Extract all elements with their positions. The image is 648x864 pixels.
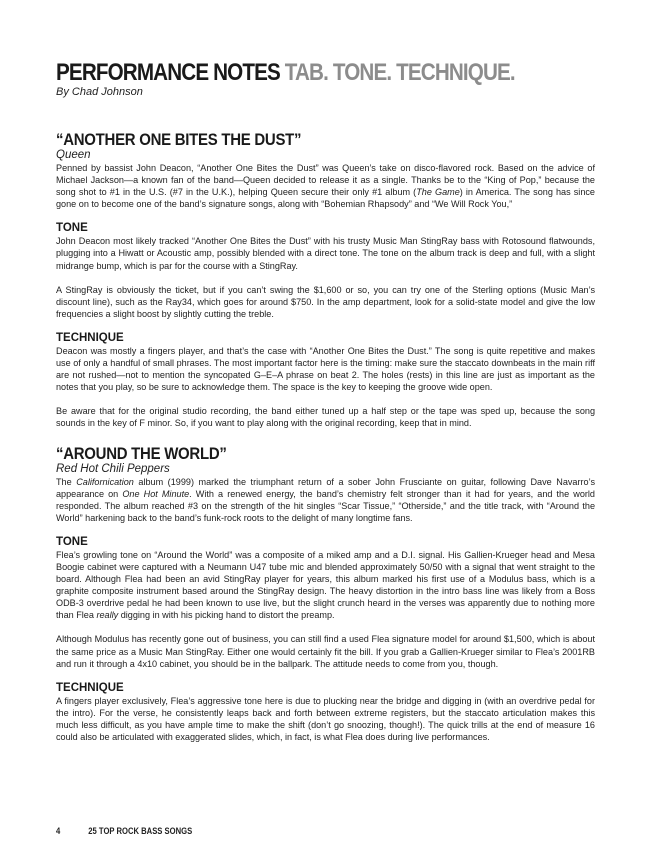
text-run: The: [56, 476, 77, 487]
technique-paragraph: A fingers player exclusively, Flea’s aggressive tone here is due to plucking near the bridge and digging in (with an overdrive pedal for the intro). For the verse, he consistently leaps back and forth between extreme registers, but the staccato articulation makes this much less difficult, as you have ample time to make the shift (don’t go snoozing, though!). The quick trills at the end of measure 16 could also be articulated with exaggerated slides, which, in fact, is what Flea does during live performances.: [56, 695, 595, 742]
tone-paragraph: [56, 549, 595, 622]
text-run: ) in America. The song has since gone on to become one of the band’s signature songs, along with “Bohemian Rhapsody” and “We Will Rock You,”: [56, 187, 595, 210]
technique-heading: TECHNIQUE: [56, 331, 124, 344]
tone-heading: TONE: [56, 535, 88, 548]
text-run: . With a renewed energy, the band’s chemistry felt stronger than it had for years, and the world responded. The album reached #3 on the strength of the hit singles “Scar Tissue,” “Otherside,” and the title track, with “Around the World” harkening back to the band’s funk-rock roots to the delight of many longtime fans.: [56, 488, 595, 523]
book-title: 25 TOP ROCK BASS SONGS: [88, 826, 193, 836]
italic-text-run: Californication: [76, 476, 134, 487]
tone-paragraph: A StingRay is obviously the ticket, but if you can’t swing the $1,600 or so, you can try one of the Sterling options (Music Man’s discount line), such as the Ray34, which goes for around $750. In the amp department, look for a solid-state model and give the low frequencies a slight boost by slightly cutting the treble.: [56, 284, 595, 319]
technique-heading: TECHNIQUE: [56, 681, 124, 694]
text-run: album (1999) marked the triumphant return of a sober John Frusciante on guitar, following Dave Navarro’s appearance on: [56, 476, 595, 499]
song-section-another-one-bites-the-dust: [56, 130, 595, 430]
italic-text-run: The Game: [416, 187, 460, 198]
song-title: “AROUND THE WORLD”: [56, 443, 227, 463]
page-number: 4: [56, 826, 61, 836]
byline: By Chad Johnson: [56, 86, 143, 98]
title-main: PERFORMANCE NOTES: [56, 59, 280, 86]
song-artist: Red Hot Chili Peppers: [56, 462, 170, 475]
tone-heading: TONE: [56, 222, 88, 235]
title-subtitle: TAB. TONE. TECHNIQUE.: [284, 59, 515, 86]
italic-text-run: really: [96, 610, 119, 621]
tone-paragraph: Although Modulus has recently gone out of business, you can still find a used Flea signature model for around $1,500, which is about the same price as a Music Man StingRay. Either one would certainly fit the bill. If you grab a Gallien-Krueger similar to Flea’s 2001RB and run it through a 4x10 cabinet, you should be in the ballpark. The attitude needs to come from you, though.: [56, 634, 595, 669]
tone-paragraph: John Deacon most likely tracked “Another One Bites the Dust” with his trusty Music Man StingRay bass with Rotosound flatwounds, plugging into a Hiwatt or Acoustic amp, possibly blended with a direct tone. The tone on the album track is deep and full, with a slight midrange bump, which is par for the course with a StingRay.: [56, 236, 595, 271]
italic-text-run: One Hot Minute: [122, 488, 190, 499]
technique-paragraph: Be aware that for the original studio recording, the band either tuned up a half step or the tape was sped up, because the song sounds in the key of F minor. So, if you want to play along with the original recording, keep that in mind.: [56, 406, 595, 429]
song-intro-paragraph: [56, 162, 595, 210]
song-artist: Queen: [56, 149, 91, 161]
page-title: [56, 60, 520, 86]
page-footer: [56, 826, 192, 836]
song-section-around-the-world: [56, 444, 595, 744]
text-run: Flea’s growling tone on “Around the World” was a composite of a miked amp and a D.I. signal. His Gallien-Krueger head and Mesa Boogie cabinet were captured with a Neumann U47 tube mic and blended approximately 50/50 with a signal that went straight to the board. Although Flea had been an avid StingRay player for years, this album marked his first use of a Modulus bass, which is a graphite composite instrument based around the StingRay design. The heavy distortion in the intro bass line was likely from a Boss ODB-3 overdrive pedal he had been known to use live, but the slight crunch heard in the verses was apparently due to nothing more than Flea: [56, 549, 595, 621]
page-content: [56, 60, 595, 743]
text-run: digging in with his picking hand to distort the preamp.: [118, 610, 335, 621]
song-intro-paragraph: [56, 476, 595, 524]
text-run: Penned by bassist John Deacon, “Another One Bites the Dust” was Queen’s take on disco-flavored rock. Based on the advice of Michael Jackson—a known fan of the band—Queen decided to release it as a single. Thanks be to the “King of Pop,” because the song shot to #1 in the U.S. (#7 in the U.K.), helping Queen secure their only #1 album (: [56, 163, 595, 198]
song-title: “ANOTHER ONE BITES THE DUST”: [56, 130, 302, 149]
technique-paragraph: Deacon was mostly a fingers player, and that’s the case with “Another One Bites the Dust.” The song is quite repetitive and makes use of only a handful of small phrases. The most important factor here is the timing: make sure the staccato downbeats in the main riff are not rushed—not to mention the syncopated G–E–A phrase on beat 2. The holes (rests) in this line are just as important as the notes that you play, so be sure to acknowledge them. The space is the key to keeping the groove wide open.: [56, 345, 595, 393]
